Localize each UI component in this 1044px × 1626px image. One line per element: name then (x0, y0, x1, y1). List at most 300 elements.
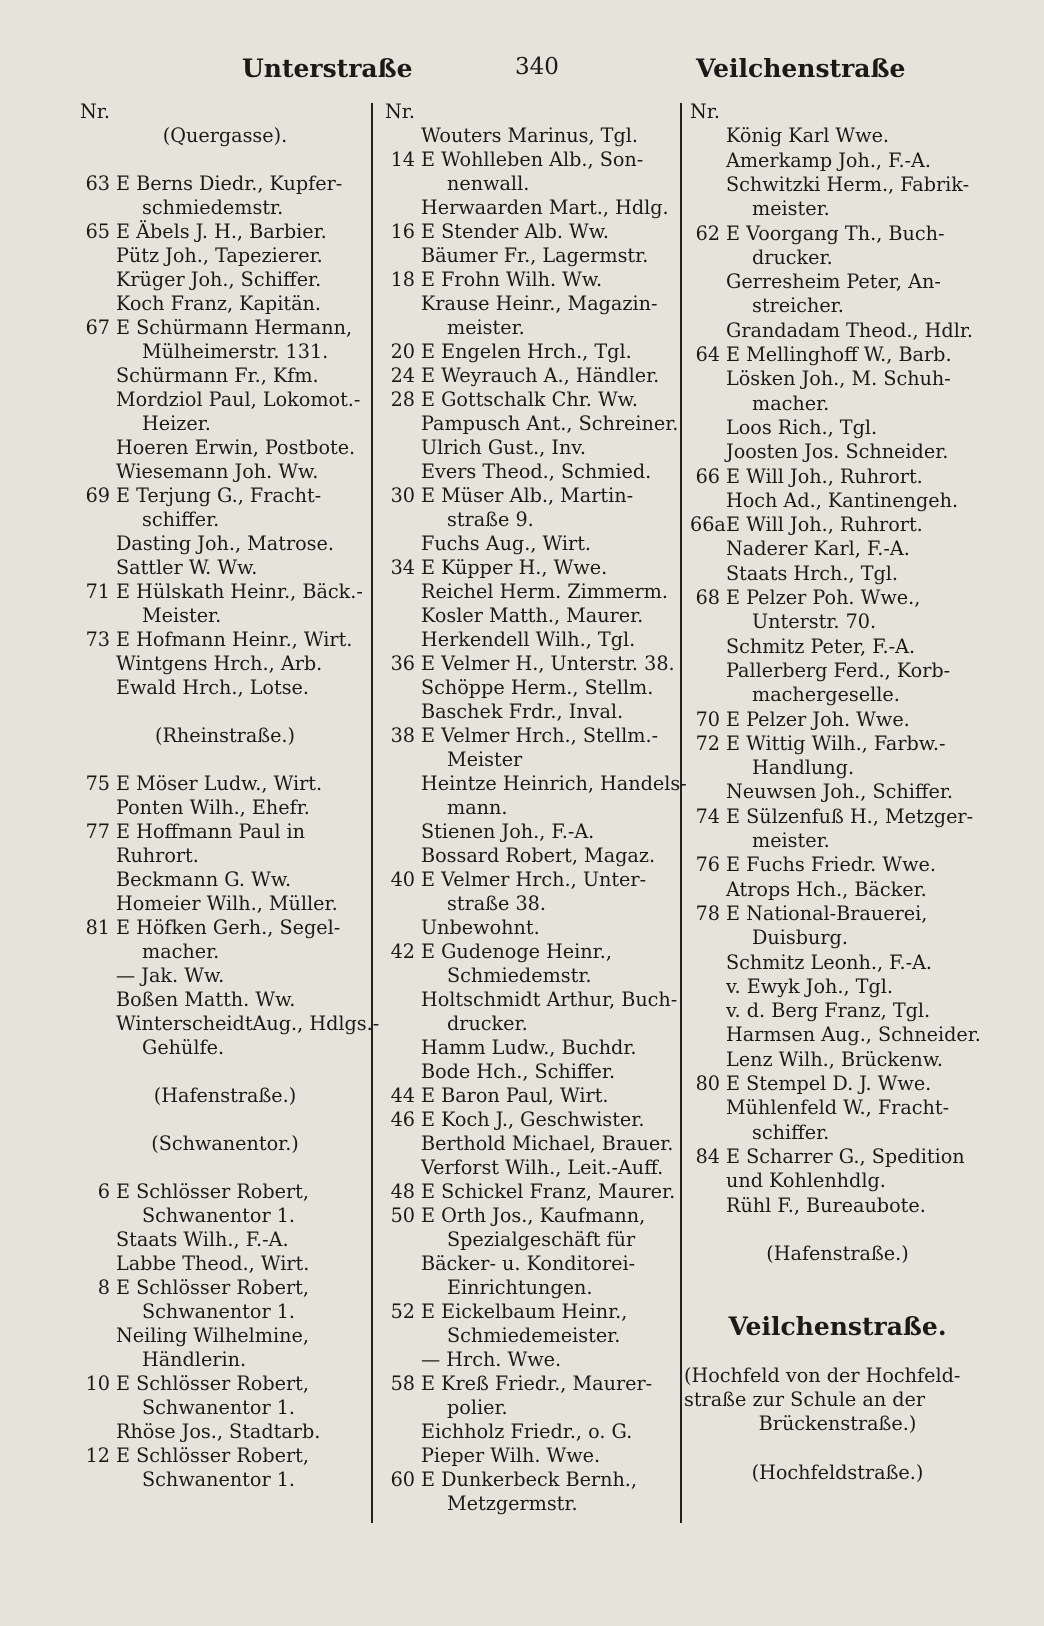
directory-line (385, 1012, 677, 1036)
house-number: 84 (695, 1144, 720, 1168)
entry-text: Schwanentor 1. (142, 1396, 296, 1419)
directory-line (690, 1266, 985, 1290)
entry-text: und Kohlenhdlg. (726, 1169, 886, 1193)
house-number: 76 (695, 853, 720, 877)
directory-line (80, 1468, 370, 1492)
directory-line (385, 100, 677, 124)
directory-line (80, 1300, 370, 1324)
entry-text: E Terjung G., Fracht- (116, 484, 322, 507)
entry-text: Mordziol Paul, Lokomot.- (116, 388, 361, 411)
directory-line (690, 1339, 985, 1363)
house-number: 42 (390, 940, 415, 963)
entry-text: E Müser Alb., Martin- (421, 484, 634, 507)
directory-line (684, 1387, 985, 1412)
entry-text: Schmiedemeister. (447, 1324, 621, 1347)
directory-line (80, 340, 370, 364)
directory-line (385, 772, 687, 796)
column-divider-1 (371, 103, 373, 1523)
house-entry (385, 652, 677, 676)
entry-text: Bäumer Fr., Lagermstr. (421, 244, 649, 267)
directory-line (385, 964, 677, 988)
entry-text: E Koch J., Geschwister. (421, 1108, 645, 1131)
directory-line (385, 436, 677, 460)
directory-line (684, 1363, 985, 1388)
directory-line (690, 173, 985, 197)
entry-text: E Gottschalk Chr. Ww. (421, 388, 638, 411)
entry-text: macher. (752, 391, 830, 415)
house-entry (385, 940, 677, 964)
entry-text: Nr. (80, 100, 110, 123)
house-number: 77 (85, 820, 110, 843)
entry-text: — Hrch. Wwe. (421, 1348, 562, 1371)
house-number: 66 (695, 464, 720, 488)
entry-text: E Orth Jos., Kaufmann, (421, 1204, 646, 1227)
directory-line (80, 700, 370, 724)
entry-text: E Frohn Wilh. Ww. (421, 268, 603, 291)
entry-text: E Höfken Gerh., Segel- (116, 916, 341, 939)
directory-line (690, 319, 985, 343)
directory-line (385, 1444, 677, 1468)
directory-line (690, 1437, 985, 1461)
house-number: 64 (695, 343, 720, 366)
entry-text: Schwitzki Herm., Fabrik- (726, 172, 970, 196)
entry-text: Händlerin. (142, 1348, 247, 1371)
house-number: 72 (695, 731, 720, 755)
entry-text: Mühlenfeld W., Fracht- (726, 1096, 950, 1120)
directory-line (690, 1461, 985, 1485)
directory-line (80, 100, 370, 124)
directory-line (80, 796, 370, 820)
entry-text: Harmsen Aug., Schneider. (726, 1023, 981, 1047)
directory-line (385, 508, 677, 532)
entry-text: Eichholz Friedr., o. G. (421, 1420, 633, 1443)
house-number: 58 (390, 1372, 415, 1395)
house-entry (80, 1276, 370, 1300)
entry-text: macher. (142, 940, 220, 963)
directory-line (385, 676, 677, 700)
header-left-street: Unterstraße (242, 54, 413, 83)
entry-text: Baschek Frdr., Inval. (421, 700, 624, 723)
entry-text: E Velmer Hrch., Stellm.- (421, 724, 659, 747)
entry-text: E Weyrauch A., Händler. (421, 364, 660, 387)
directory-line (690, 975, 985, 999)
entry-text: Ruhrort. (116, 844, 199, 867)
entry-text: Evers Theod., Schmied. (421, 460, 652, 483)
entry-text: Lösken Joh., M. Schuh- (726, 367, 951, 391)
entry-text: Hamm Ludw., Buchdr. (421, 1036, 637, 1059)
house-number: 69 (85, 484, 110, 507)
entry-text: polier. (447, 1396, 508, 1419)
house-entry (385, 1108, 677, 1132)
house-entry (385, 268, 677, 292)
directory-line (80, 1348, 370, 1372)
entry-text: E Hofmann Heinr., Wirt. (116, 628, 353, 651)
entry-text: (Hochfeldstraße.) (751, 1460, 924, 1484)
house-entry (690, 732, 985, 756)
directory-line (690, 1048, 985, 1072)
entry-text: schmiedemstr. (142, 196, 284, 219)
house-entry (385, 340, 677, 364)
directory-line (690, 367, 985, 391)
directory-line (690, 197, 985, 221)
directory-line (80, 1060, 370, 1084)
header-right-street: Veilchenstraße (696, 54, 906, 83)
house-entry (80, 172, 370, 196)
entry-text: — Jak. Ww. (116, 964, 225, 987)
house-number: 14 (390, 148, 415, 171)
directory-line (385, 580, 677, 604)
entry-text: WinterscheidtAug., Hdlgs.- (116, 1012, 380, 1035)
entry-text: Gerresheim Peter, An- (726, 270, 941, 294)
entry-text: Schwanentor 1. (142, 1204, 296, 1227)
entry-text: Schürmann Fr., Kfm. (116, 364, 319, 387)
house-entry (690, 708, 985, 732)
directory-line (385, 988, 677, 1012)
directory-line (80, 1012, 380, 1036)
entry-text: Berthold Michael, Brauer. (421, 1132, 674, 1155)
directory-line (690, 1412, 985, 1436)
house-entry (690, 586, 985, 610)
entry-text: Verforst Wilh., Leit.-Auff. (421, 1156, 664, 1179)
entry-text: E Stempel D. J. Wwe. (726, 1072, 932, 1095)
house-entry (385, 556, 677, 580)
entry-text: Fuchs Aug., Wirt. (421, 532, 592, 555)
entry-text: meister. (447, 316, 525, 339)
entry-text: E Mellinghoff W., Barb. (726, 343, 952, 366)
house-entry (385, 868, 677, 892)
directory-line (80, 244, 370, 268)
house-entry (385, 1204, 677, 1228)
directory-line (80, 1036, 370, 1060)
directory-line (385, 1276, 677, 1300)
entry-text: schiffer. (752, 1120, 830, 1144)
directory-line (690, 878, 985, 902)
directory-line (385, 1228, 677, 1252)
house-entry (80, 580, 370, 604)
entry-text: (Hochfeld von der Hochfeld- (684, 1363, 961, 1387)
entry-text: Hoch Ad., Kantinengeh. (726, 488, 959, 512)
directory-line (80, 124, 370, 148)
entry-text: Unbewohnt. (421, 916, 540, 939)
entry-text: Gehülfe. (142, 1036, 225, 1059)
entry-text: E Hülskath Heinr., Bäck.- (116, 580, 363, 603)
house-number: 63 (85, 172, 110, 195)
entry-text: Schmitz Peter, F.-A. (726, 634, 916, 658)
entry-text: E Baron Paul, Wirt. (421, 1084, 609, 1107)
house-number: 60 (390, 1468, 415, 1491)
directory-line (690, 246, 985, 270)
entry-text: E Kreß Friedr., Maurer- (421, 1372, 653, 1395)
entry-text: (Schwanentor.) (151, 1132, 299, 1155)
entry-text: E Fuchs Friedr. Wwe. (726, 853, 936, 877)
entry-text: Rühl F., Bureaubote. (726, 1193, 926, 1217)
house-entry (690, 902, 985, 926)
directory-line (690, 149, 985, 173)
entry-text: Herkendell Wilh., Tgl. (421, 628, 636, 651)
house-entry (690, 805, 985, 829)
entry-text: Handlung. (752, 756, 855, 780)
page-number: 340 (515, 54, 559, 80)
directory-line (690, 562, 985, 586)
entry-text: streicher. (752, 294, 844, 318)
directory-line (385, 748, 677, 772)
house-entry (385, 388, 677, 412)
directory-line (690, 659, 985, 683)
entry-text: E Voorgang Th., Buch- (726, 221, 945, 245)
entry-text: (Hafenstraße.) (766, 1242, 909, 1266)
entry-text: Ponten Wilh., Ehefr. (116, 796, 310, 819)
house-number: 50 (390, 1204, 415, 1227)
house-entry (385, 1180, 677, 1204)
entry-text: Sattler W. Ww. (116, 556, 258, 579)
directory-line (80, 460, 370, 484)
house-number: 6 (97, 1180, 110, 1203)
directory-line (690, 100, 985, 124)
directory-line (80, 412, 370, 436)
entry-text: Homeier Wilh., Müller. (116, 892, 338, 915)
house-number: 74 (695, 804, 720, 828)
directory-line (80, 268, 370, 292)
house-number: 73 (85, 628, 110, 651)
house-number: 36 (390, 652, 415, 675)
entry-text: E Äbels J. H., Barbier. (116, 220, 327, 243)
directory-line (80, 508, 370, 532)
entry-text: v. d. Berg Franz, Tgl. (726, 999, 931, 1023)
directory-line (690, 1291, 985, 1315)
entry-text: E Dunkerbeck Bernh., (421, 1468, 638, 1491)
house-number: 12 (85, 1444, 110, 1467)
directory-line (690, 926, 985, 950)
entry-text: Schmiedemstr. (447, 964, 592, 987)
directory-line (385, 1396, 677, 1420)
house-number: 8 (97, 1276, 110, 1299)
entry-text: Wouters Marinus, Tgl. (421, 124, 638, 147)
entry-text: Nr. (690, 100, 720, 123)
directory-line (385, 844, 677, 868)
house-number: 48 (390, 1180, 415, 1203)
house-entry (80, 1372, 370, 1396)
directory-line (385, 172, 677, 196)
directory-line (385, 700, 677, 724)
entry-text: E Berns Diedr., Kupfer- (116, 172, 343, 195)
house-entry (80, 916, 370, 940)
entry-text: Reichel Herm. Zimmerm. (421, 580, 668, 603)
entry-text: Amerkamp Joh., F.-A. (726, 148, 931, 172)
house-number: 62 (695, 221, 720, 245)
house-number: 40 (390, 868, 415, 891)
entry-text: E Will Joh., Ruhrort. (726, 513, 923, 537)
entry-text: meister. (752, 829, 830, 852)
house-number: 71 (85, 580, 110, 603)
entry-text: Schwanentor 1. (142, 1300, 296, 1323)
house-number: 30 (390, 484, 415, 507)
directory-line (80, 1084, 370, 1108)
house-entry (690, 1072, 985, 1096)
house-number: 10 (85, 1372, 110, 1395)
entry-text: Labbe Theod., Wirt. (116, 1252, 310, 1275)
entry-text: Staats Hrch., Tgl. (726, 561, 899, 585)
directory-line (80, 292, 370, 316)
entry-text: Ulrich Gust., Inv. (421, 436, 586, 459)
house-entry (80, 820, 370, 844)
directory-line (385, 316, 677, 340)
directory-line (690, 829, 985, 853)
entry-text: Rhöse Jos., Stadtarb. (116, 1420, 321, 1443)
directory-line (80, 1108, 370, 1132)
house-number: 44 (390, 1084, 415, 1107)
directory-line (385, 1156, 677, 1180)
entry-text: Veilchenstraße. (728, 1312, 947, 1341)
directory-line (80, 1156, 370, 1180)
entry-text: Grandadam Theod., Hdlr. (726, 318, 973, 342)
house-number: 46 (390, 1108, 415, 1131)
directory-line (690, 537, 985, 561)
directory-line (80, 1228, 370, 1252)
entry-text: Heizer. (142, 412, 211, 435)
house-number: 80 (695, 1072, 720, 1095)
entry-text: Kosler Matth., Maurer. (421, 604, 644, 627)
entry-text: E Sülzenfuß H., Metzger- (726, 804, 974, 828)
entry-text: Boßen Matth. Ww. (116, 988, 296, 1011)
entry-text: Bode Hch., Schiffer. (421, 1060, 616, 1083)
entry-text: drucker. (752, 245, 833, 269)
directory-line (80, 556, 370, 580)
entry-text: E Möser Ludw., Wirt. (116, 772, 323, 795)
directory-line (385, 292, 677, 316)
directory-line (690, 294, 985, 318)
directory-line (80, 724, 370, 748)
house-entry (385, 484, 677, 508)
directory-line (80, 388, 370, 412)
directory-line (690, 270, 985, 294)
house-entry (690, 343, 985, 367)
entry-text: E Wittig Wilh., Farbw.- (726, 731, 946, 755)
entry-text: meister. (752, 197, 830, 221)
entry-text: E Hoffmann Paul in (116, 820, 306, 843)
house-number: 78 (695, 901, 720, 925)
directory-line (80, 868, 370, 892)
directory-line (690, 1023, 985, 1047)
directory-line (690, 999, 985, 1023)
entry-text: machergeselle. (752, 683, 900, 707)
entry-text: Bossard Robert, Magaz. (421, 844, 656, 867)
directory-line (690, 440, 985, 464)
entry-text: Schöppe Herm., Stellm. (421, 676, 654, 699)
directory-line (80, 1252, 370, 1276)
directory-line (690, 683, 985, 707)
directory-line (80, 364, 370, 388)
entry-text: Krüger Joh., Schiffer. (116, 268, 322, 291)
directory-line (690, 124, 985, 148)
entry-text: drucker. (447, 1012, 528, 1035)
entry-text: Brückenstraße.) (758, 1412, 917, 1436)
directory-line (385, 916, 677, 940)
entry-text: E Pelzer Poh. Wwe., (726, 586, 921, 609)
entry-text: E Eickelbaum Heinr., (421, 1300, 628, 1323)
directory-line (385, 1324, 677, 1348)
directory-line (385, 796, 677, 820)
directory-line (385, 892, 677, 916)
entry-text: E Pelzer Joh. Wwe. (726, 707, 910, 731)
directory-line (385, 1036, 677, 1060)
entry-text: Beckmann G. Ww. (116, 868, 292, 891)
entry-text: Einrichtungen. (447, 1276, 593, 1299)
house-number: 18 (390, 268, 415, 291)
entry-text: Hoeren Erwin, Postbote. (116, 436, 356, 459)
entry-text: E Engelen Hrch., Tgl. (421, 340, 632, 363)
directory-line (385, 1492, 677, 1516)
house-number: 65 (85, 220, 110, 243)
entry-text: Neiling Wilhelmine, (116, 1324, 309, 1347)
house-entry (80, 628, 370, 652)
directory-line (690, 1096, 985, 1120)
directory-line (385, 196, 677, 220)
directory-line (80, 1324, 370, 1348)
entry-text: Ewald Hrch., Lotse. (116, 676, 309, 699)
entry-text: E Schlösser Robert, (116, 1372, 309, 1395)
entry-text: schiffer. (142, 508, 220, 531)
entry-text: Herwaarden Mart., Hdlg. (421, 196, 669, 219)
entry-text: Atrops Hch., Bäcker. (726, 877, 927, 901)
directory-line (385, 1420, 677, 1444)
house-entry (80, 1444, 370, 1468)
house-number: 68 (695, 586, 720, 609)
entry-text: E Küpper H., Wwe. (421, 556, 608, 579)
entry-text: E Gudenoge Heinr., (421, 940, 612, 963)
directory-line (385, 1132, 677, 1156)
house-number: 81 (85, 916, 110, 939)
directory-line (80, 940, 370, 964)
directory-line (385, 1060, 677, 1084)
entry-text: nenwall. (447, 172, 530, 195)
directory-line (385, 628, 677, 652)
directory-line (690, 1218, 985, 1242)
directory-line (80, 748, 370, 772)
entry-text: Meister. (142, 604, 222, 627)
entry-text: E National-Brauerei, (726, 901, 928, 925)
entry-text: (Hafenstraße.) (153, 1084, 297, 1107)
page-header (0, 54, 1044, 94)
entry-text: König Karl Wwe. (726, 124, 890, 148)
entry-text: Duisburg. (752, 926, 848, 950)
house-entry (690, 853, 985, 877)
directory-line (690, 610, 985, 634)
directory-line (690, 416, 985, 440)
entry-text: Krause Heinr., Magazin- (421, 292, 658, 315)
house-entry (385, 1468, 677, 1492)
directory-line (80, 436, 370, 460)
entry-text: straße 9. (447, 508, 534, 531)
entry-text: Dasting Joh., Matrose. (116, 532, 334, 555)
house-entry (385, 724, 677, 748)
house-number: 52 (390, 1300, 415, 1323)
directory-line (80, 964, 370, 988)
entry-text: Wintgens Hrch., Arb. (116, 652, 323, 675)
entry-text: Unterstr. 70. (752, 610, 877, 634)
directory-line (80, 532, 370, 556)
directory-line (690, 1194, 985, 1218)
entry-text: Loos Rich., Tgl. (726, 415, 878, 439)
directory-line (690, 1121, 985, 1145)
directory-line (80, 604, 370, 628)
entry-text: Heintze Heinrich, Handels- (421, 772, 687, 795)
house-entry (80, 772, 370, 796)
entry-text: Joosten Jos. Schneider. (726, 440, 949, 464)
entry-text: E Stender Alb. Ww. (421, 220, 610, 243)
entry-text: straße zur Schule an der (684, 1387, 926, 1411)
entry-text: Wiesemann Joh. Ww. (116, 460, 319, 483)
directory-line (80, 196, 370, 220)
